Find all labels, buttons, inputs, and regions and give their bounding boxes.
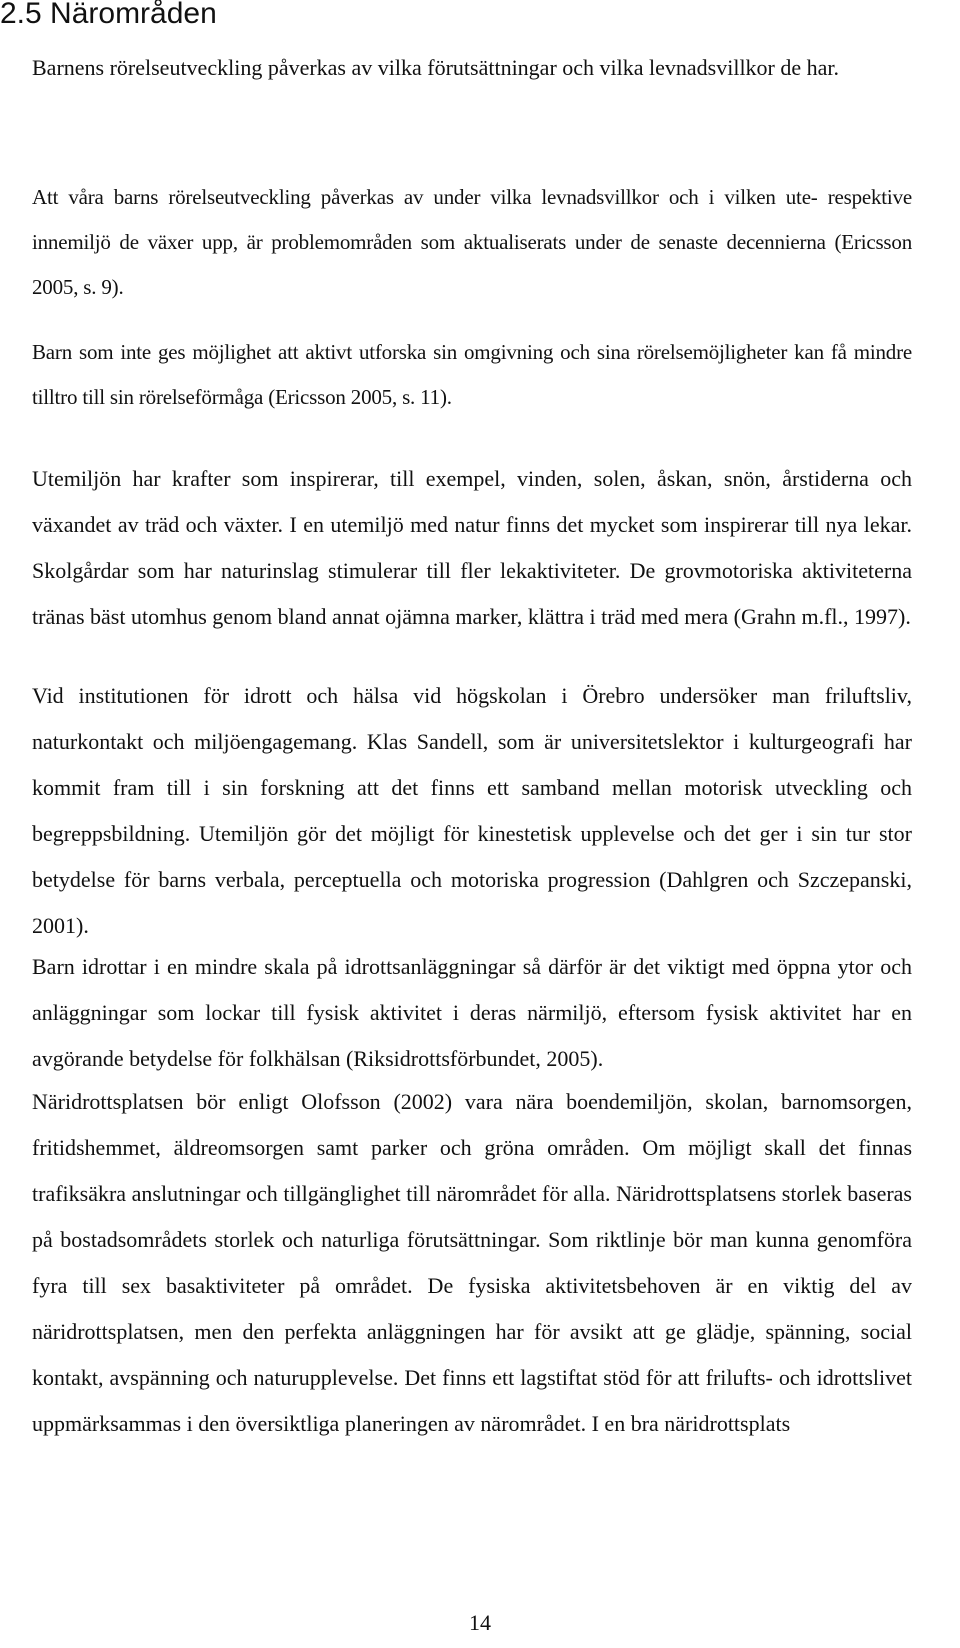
paragraph-utemiljon: Utemiljön har krafter som inspirerar, till exempel, vinden, solen, åskan, snön, årstiderna och växandet av träd och växter. I en utemiljö med natur finns det mycket som inspirerar till nya lekar. Skolgårdar som har naturinslag stimulerar till fler lekaktiviteter. De grovmotoriska aktiviteterna tränas bäst utomhus genom bland annat ojämna marker, klättra i träd med mera (Grahn m.fl., 1997). [32,466,912,629]
paragraph-tilltro: Barn som inte ges möjlighet att aktivt utforska sin omgivning och sina rörelsemöjligheter kan få mindre tilltro till sin rörelseförmåga (Ericsson 2005, s. 11). [32,340,912,409]
page-number: 14 [469,1610,491,1635]
paragraph-orebro: Vid institutionen för idrott och hälsa vid högskolan i Örebro undersöker man friluftsliv, naturkontakt och miljöengagemang. Klas Sandell, som är universitetslektor i kulturgeografi har kommit fram till i sin forskning att det finns ett samband mellan motorisk utveckling och begreppsbildning. Utemiljön gör det möjligt för kinestetisk upplevelse och det ger i sin tur stor betydelse för barns verbala, perceptuella och motoriska progression (Dahlgren och Szczepanski, 2001). [32,683,912,938]
paragraph-levnadsvillkor: Att våra barns rörelseutveckling påverkas av under vilka levnadsvillkor och i vilken ute- respektive innemiljö de växer upp, är problemområden som aktualiserats under de senaste decennierna (Ericsson 2005, s. 9). [32,185,912,299]
paragraph-idrottar: Barn idrottar i en mindre skala på idrottsanläggningar så därför är det viktigt med öppna ytor och anläggningar som lockar till fysisk aktivitet i deras närmiljö, eftersom fysisk aktivitet har en avgörande betydelse för folkhälsan (Riksidrottsförbundet, 2005). [32,954,912,1071]
paragraph-intro: Barnens rörelseutveckling påverkas av vilka förutsättningar och vilka levnadsvillkor de har. [32,55,840,80]
paragraph-naridrottsplatsen: Näridrottsplatsen bör enligt Olofsson (2002) vara nära boendemiljön, skolan, barnomsorgen, fritidshemmet, äldreomsorgen samt parker och gröna områden. Om möjligt skall det finnas trafiksäkra anslutningar och tillgänglighet till närområdet för alla. Näridrottsplatsens storlek baseras på bostadsområdets storlek och naturliga förutsättningar. Som riktlinje bör man kunna genomföra fyra till sex basaktiviteter på området. De fysiska aktivitetsbehoven är en viktig del av näridrottsplatsen, men den perfekta anläggningen har för avsikt att ge glädje, spänning, social kontakt, avspänning och naturupplevelse. Det finns ett lagstiftat stöd för att frilufts- och idrottslivet uppmärksammas i den översiktliga planeringen av närområdet. I en bra näridrottsplats [32,1089,912,1436]
section-heading: 2.5 Närområden [0,0,217,30]
